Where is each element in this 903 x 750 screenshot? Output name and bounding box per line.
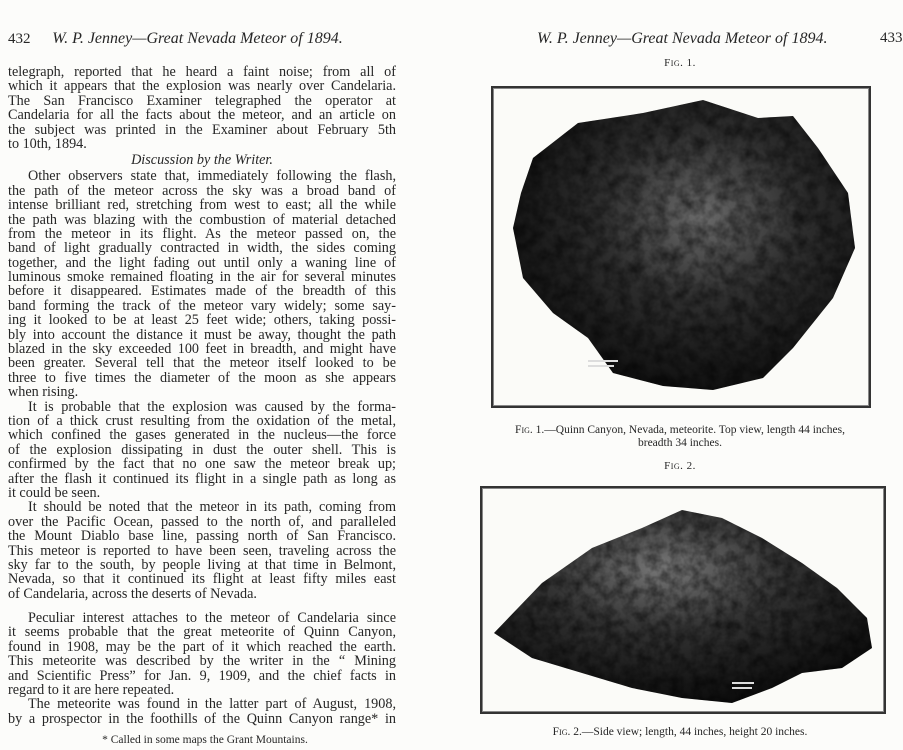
running-title: W. P. Jenney—Great Nevada Meteor of 1894. — [537, 30, 828, 47]
paragraph — [8, 400, 396, 501]
paragraph — [8, 611, 396, 697]
paragraph — [8, 697, 396, 726]
text-line: from the meteor in its flight. As the meteor passed on, the — [8, 225, 396, 242]
paragraph — [8, 169, 396, 399]
text-line: the subject was printed in the Examiner about February 5th — [8, 121, 396, 138]
running-title: W. P. Jenney—Great Nevada Meteor of 1894. — [52, 30, 343, 47]
text-line: This meteor is reported to have been seen, traveling across the — [8, 542, 396, 559]
text-line: when rising. — [8, 384, 79, 401]
figure-1-label: Fig. 1. — [664, 57, 696, 69]
text-line: by a prospector in the foothills of the Quinn Canyon range* in — [8, 710, 396, 727]
text-line: of the explosion dissipating in dust the outer shell. This is — [8, 441, 396, 458]
text-line: Candelaria for all the facts about the meteor, and an article on — [8, 107, 396, 124]
text-line: bly into account the distance it must be away, thought the path — [8, 326, 396, 343]
footnote: * Called in some maps the Grant Mountains. — [102, 734, 308, 746]
text-line: This meteorite was described by the writer in the “ Mining — [8, 653, 396, 670]
text-line: ing it looked to be at least 25 feet wide; others, taking possi- — [8, 312, 396, 329]
page-number: 433 — [880, 30, 903, 46]
text-line: intense brilliant red, stretching from west to east; all the while — [8, 197, 396, 214]
text-line: the Mount Diablo base line, passing north of San Francisco. — [8, 528, 396, 545]
text-line: after the flash it continued its flight in a single path as long as — [8, 470, 396, 487]
text-line: luminous smoke remained floating in the air for several minutes — [8, 269, 396, 286]
text-line: telegraph, reported that he heard a faint noise; from all of — [8, 64, 396, 80]
paragraph — [8, 65, 396, 151]
text-line: regard to it are here repeated. — [8, 682, 175, 699]
figure-2-label: Fig. 2. — [664, 460, 696, 472]
text-line: The San Francisco Examiner telegraphed the operator at — [8, 92, 396, 109]
text-line: sky far to the south, by people living at that time in Belmont, — [8, 556, 396, 573]
paragraph — [8, 500, 396, 601]
meteorite-top-view-image — [493, 88, 869, 406]
text-line: over the Pacific Ocean, passed to the north of, and paralleled — [8, 513, 396, 530]
text-line: tion of a thick crust resulting from the oxidation of the metal, — [8, 412, 396, 429]
text-line: blazed in the sky exceeded 100 feet in breadth, and might have — [8, 341, 396, 358]
text-line: been greater. Several tell that the meteor itself looked to be — [8, 355, 396, 372]
text-line: together, and the light fading out until only a waning line of — [8, 254, 396, 271]
meteorite-side-view-image — [482, 488, 884, 712]
figure-2-caption — [470, 726, 890, 739]
left-page-header — [8, 30, 343, 48]
text-line: the path was blazing with the combustion of material detached — [8, 211, 396, 228]
text-line: Nevada, so that it continued its flight at least fifty miles east — [8, 571, 396, 588]
figure-2-caption-prefix: Fig. 2. — [552, 726, 582, 738]
right-page-header — [537, 30, 827, 48]
text-line: to 10th, 1894. — [8, 135, 87, 152]
left-page-body — [8, 65, 396, 726]
page-number: 432 — [8, 31, 31, 47]
figure-1-photo — [491, 86, 871, 408]
text-line: band of light gradually contracted in width, the sides coming — [8, 240, 396, 257]
text-line: It is probable that the explosion was caused by the forma- — [28, 398, 396, 415]
text-line: three to five times the diameter of the moon as she appears — [8, 369, 396, 386]
text-line: found in 1908, may be the part of it which reached the earth. — [8, 638, 396, 655]
text-line: The meteorite was found in the latter part of August, 1908, — [28, 696, 396, 713]
text-line: band forming the track of the meteor vary widely; some say- — [8, 297, 396, 314]
text-line: of Candelaria, across the deserts of Nevada. — [8, 585, 257, 602]
text-line: Other observers state that, immediately following the flash, — [28, 168, 396, 185]
section-heading: Discussion by the Writer. — [131, 152, 273, 169]
text-line: it could be seen. — [8, 484, 101, 501]
text-line: before it disappeared. Estimates made of the breadth of this — [8, 283, 396, 300]
text-line: which confined the gases generated in the nucleus—the force — [8, 427, 396, 444]
figure-2-caption-text: —Side view; length, 44 inches, height 20 inches. — [581, 726, 808, 738]
figure-2-photo — [480, 486, 886, 714]
figure-1-caption-text: —Quinn Canyon, Nevada, meteorite. Top view, length 44 inches, — [544, 424, 845, 436]
text-line: confirmed by the fact that no one saw the meteor break up; — [8, 456, 396, 473]
figure-1-caption — [470, 424, 890, 450]
figure-1-caption-line2: breadth 34 inches. — [638, 437, 722, 449]
text-line: the path of the meteor across the sky was a broad band of — [8, 182, 396, 199]
text-line: which it appears that the explosion was nearly over Candelaria. — [8, 78, 396, 95]
text-line: it seems probable that the great meteorite of Quinn Canyon, — [8, 624, 396, 641]
text-line: and Scientific Press” for Jan. 9, 1909, and the chief facts in — [8, 667, 396, 684]
text-line: It should be noted that the meteor in its path, coming from — [28, 499, 396, 516]
text-line: Peculiar interest attaches to the meteor of Candelaria since — [28, 610, 396, 627]
figure-1-caption-prefix: Fig. 1. — [515, 424, 545, 436]
